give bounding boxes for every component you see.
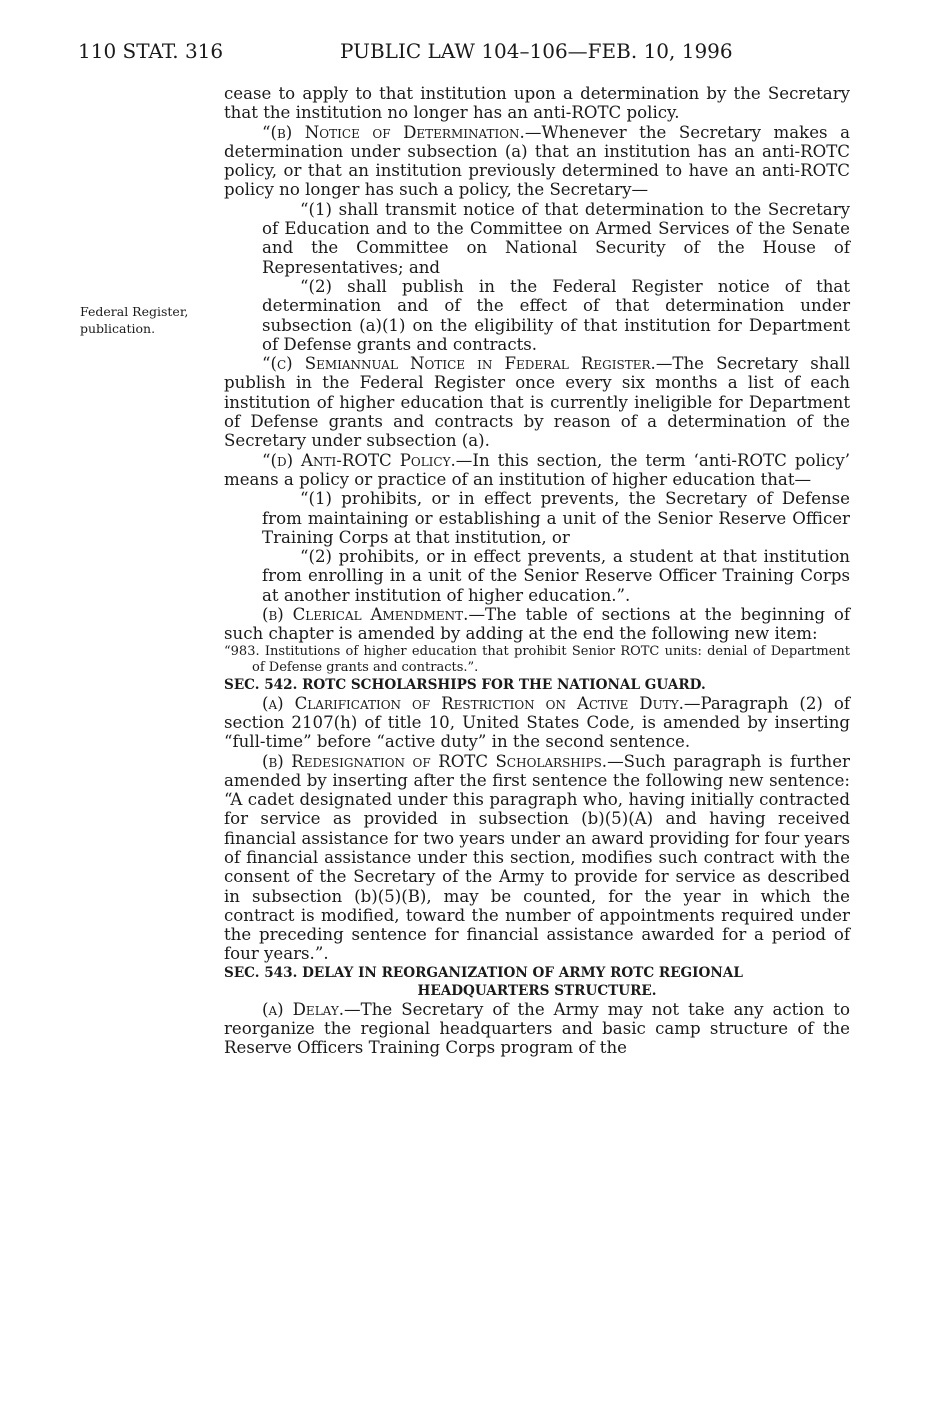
page-header <box>78 37 858 65</box>
clerical-amendment <box>224 605 850 644</box>
subsection-text: —The Secretary shall publish in the Federal Register once every six months a list of each institution of higher education that is currently ineligible for Department of Defense grants and contracts by reason of a determination of the Secretary under subsection (a). <box>224 354 850 451</box>
margin-note <box>80 303 210 337</box>
margin-note-line2: publication. <box>80 321 156 336</box>
subsection-text: —Whenever the Secretary makes a determination under subsection (a) that an institution has an anti-ROTC policy, or that an institution previously determined to have an anti-ROTC policy no longer has such a policy, the Secretary— <box>224 122 850 200</box>
definition-paragraph-2: “(2) prohibits, or in effect prevents, a student at that institution from enrolling in a unit of the Senior Reserve Officer Training Corps at another institution of higher education.”. <box>262 547 850 605</box>
section-542-heading: SEC. 542. ROTC SCHOLARSHIPS FOR THE NATIONAL GUARD. <box>224 676 706 693</box>
subsection-heading: “(b) Notice of Determination. <box>262 122 525 142</box>
subsection-b-notice <box>224 123 850 200</box>
margin-note-line1: Federal Register, <box>80 304 189 319</box>
paragraph-2-publish: “(2) shall publish in the Federal Register notice of that determination and of the effect of that determination under subsection (a)(1) on the eligibility of that institution for Department of Defense grants and contracts. <box>262 276 850 354</box>
section-543-heading-line2: HEADQUARTERS STRUCTURE. <box>417 982 657 999</box>
sec543-subsection-a <box>224 1000 850 1058</box>
sec542-subsection-a <box>224 694 850 752</box>
body-text <box>224 84 850 1058</box>
section-543-heading <box>224 964 850 1000</box>
subsection-heading: (b) Redesignation of ROTC Scholarships. <box>262 751 608 771</box>
subsection-text: —The table of sections at the beginning of such chapter is amended by adding at the end the following new item: <box>224 605 850 644</box>
subsection-text: —The Secretary of the Army may not take any action to reorganize the regional headquarters and basic camp structure of the Reserve Officers Training Corps program of the <box>224 999 850 1058</box>
table-of-sections-item: “983. Institutions of higher education that prohibit Senior ROTC units: denial of Department of Defense grants and contracts.”. <box>224 643 850 675</box>
subsection-text: —Paragraph (2) of section 2107(h) of title 10, United States Code, is amended by inserting “full-time” before “active duty” in the second sentence. <box>224 693 850 752</box>
statute-page-number: 110 STAT. 316 <box>78 39 224 63</box>
definition-paragraph-1: “(1) prohibits, or in effect prevents, the Secretary of Defense from maintaining or establishing a unit of the Senior Reserve Officer Training Corps at that institution, or <box>262 489 850 547</box>
subsection-text: —Such paragraph is further amended by inserting after the first sentence the following new sentence: “A cadet designated under this paragraph who, having initially contracted for service as provided in subsection (b)(5)(A) and having received financial assistance for two years under an award providing for four years of financial assistance under this section, modifies such contract with the consent of the Secretary of the Army to provide for service as described in subsection (b)(5)(B), may be counted, for the year in which the contract is modified, toward the number of appointments required under the preceding sentence for financial assistance awarded for a period of four years.”. <box>224 751 850 964</box>
subsection-heading: “(d) Anti-ROTC Policy. <box>262 450 456 470</box>
sec542-subsection-b <box>224 752 850 964</box>
subsection-heading: “(c) Semiannual Notice in Federal Register. <box>262 354 656 374</box>
public-law-citation: PUBLIC LAW 104–106—FEB. 10, 1996 <box>340 39 733 63</box>
subsection-heading: (a) Delay. <box>262 999 345 1019</box>
subsection-heading: (b) Clerical Amendment. <box>262 605 469 625</box>
subsection-d-definition <box>224 451 850 490</box>
section-543-heading-line1: SEC. 543. DELAY IN REORGANIZATION OF ARMY ROTC REGIONAL <box>224 964 743 981</box>
subsection-text: —In this section, the term ‘anti-ROTC policy’ means a policy or practice of an institution of higher education that— <box>224 450 850 489</box>
paragraph-1-transmit: “(1) shall transmit notice of that determination to the Secretary of Education and to the Committee on Armed Services of the Senate and the Committee on National Security of the House of Representatives; and <box>262 199 850 277</box>
paragraph-continuation: cease to apply to that institution upon a determination by the Secretary that the institution no longer has an anti-ROTC policy. <box>224 84 850 123</box>
subsection-c-semiannual <box>224 354 850 450</box>
subsection-heading: (a) Clarification of Restriction on Active Duty. <box>262 693 684 713</box>
